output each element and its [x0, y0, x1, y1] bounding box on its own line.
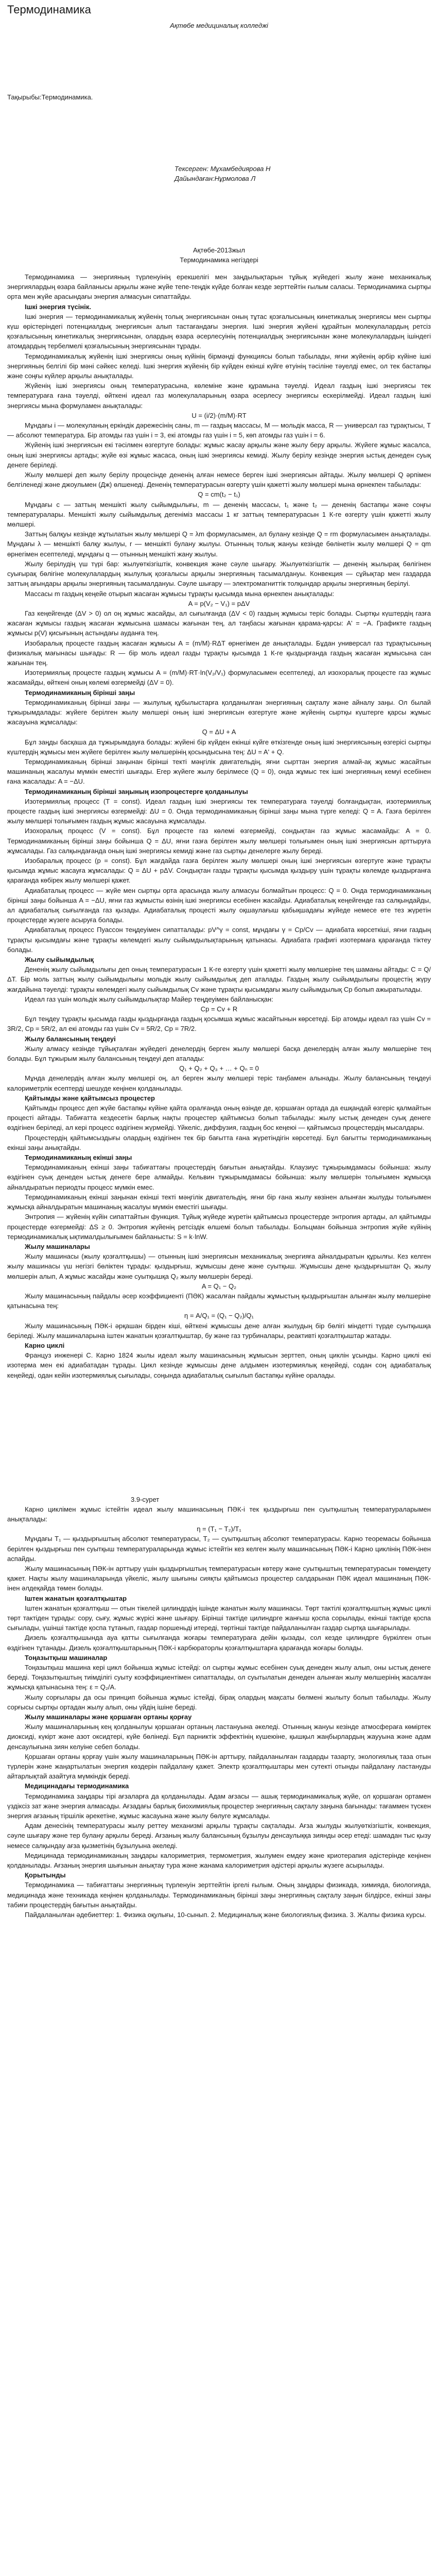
section-heading: Тоңазытқыш машиналар [25, 1653, 108, 1662]
formula: Cp = Cv + R [200, 1005, 238, 1013]
body-paragraph: Идеал газ үшін мольдік жылу сыйымдылықтар Майер теңдеуімен байланысқан: [25, 995, 273, 1003]
body-paragraph: Тоңазытқыш машина кері цикл бойынша жұмыс істейді: ол сыртқы жұмыс есебінен суық денеден жылу алып, оны ыстық денеге береді. Тоңазытқыштың тиімділігі суыту коэффициентімен сипатталады, ол суытылатын денеден алынған жылу мөлшерінің жасалған жұмысқа қатынасына тең: ε = Q₂/A. [7, 1664, 431, 1691]
body-paragraph: Мұнда денелердің алған жылу мөлшері оң, ал берген жылу мөлшері теріс таңбамен алынады. Жылу балансының теңдеуі калориметрлік есептерді шешуде кеңінен қолданылады. [7, 1074, 431, 1092]
body-paragraph: Жылу берілудің үш түрі бар: жылуөткізгіштік, конвекция және сәуле шығару. Жылуөткізгіштік — дененің жылырақ бөлігінен суығырақ бөлігіне молекулалардың жылулық қозғалысы арқылы энергияның тасымалдануы. Конвекция — сұйықтар мен газдарда заттың ағындары арқылы энергияның тасымалдануы. Сәуле шығару — электромагниттік толқындар арқылы энергияның берілуі. [7, 560, 431, 588]
formula: U = (i/2)·(m/M)·RT [191, 411, 247, 419]
body-paragraph: Мұндағы c — заттың меншікті жылу сыйымдылығы, m — дененің массасы, t₁ және t₂ — дененің бастапқы және соңғы температуралары. Меншікті жылу сыйымдылық дегеніміз массасы 1 кг заттың температурасын 1 К-ге өзгерту үшін қажетті жылу мөлшері. [7, 500, 431, 529]
formula: η = A/Q₁ = (Q₁ − Q₂)/Q₁ [184, 1312, 254, 1320]
formula: A = p(V₂ − V₁) = pΔV [188, 599, 250, 607]
body-paragraph: Мұндағы i — молекуланың еркіндік дәрежесінің саны, m — газдың массасы, M — мольдік масса, R — универсал газ тұрақтысы, T — абсолют температура. Бір атомды газ үшін i = 3, екі атомды газ үшін i = 5, көп атомды газ үшін i = 6. [7, 421, 431, 439]
body-paragraph: Жылу сорғылары да осы принцип бойынша жұмыс істейді, бірақ олардың мақсаты бөлмені жылыту болып табылады. Жылу сорғысы сыртқы ортадан жылу алып, оны үйдің ішіне береді. [7, 1693, 431, 1711]
body-paragraph: Бұл заңды басқаша да тұжырымдауға болады: жүйені бір күйден екінші күйге өткізгенде оның ішкі энергиясының өзгерісі сыртқы күштердің жұмысы мен жүйеге берілген жылу мөлшерінің қосындысына тең: ΔU = A' + Q. [7, 738, 431, 756]
section-heading: Термодинамиканың бірінші заңының изопроцестерге қолданылуы [25, 787, 248, 795]
formula: Q = ΔU + A [202, 728, 236, 736]
body-paragraph: Дененің жылу сыйымдылығы деп оның температурасын 1 К-ге өзгерту үшін қажетті жылу мөлшеріне тең шаманы айтады: C = Q/ΔT. Бір моль заттың жылу сыйымдылығы мольдік жылу сыйымдылық деп аталады. Газдың жылу сыйымдылығы процестің жүру жағдайына тәуелді: тұрақты көлемдегі жылу сыйымдылық Cv және тұрақты қысымдағы жылу сыйымдылық Cp болып ажыратылады. [7, 965, 431, 993]
body-paragraph: Термодинамиканың екінші заңынан екінші текті мәңгілік двигательдің, яғни бір ғана жылу көзінен алынған жылуды толығымен жұмысқа айналдыратын машинаның жасалуы мүмкін еместігі шығады. [7, 1193, 431, 1211]
body-paragraph: Изотермиялық процесте газдың жұмысы A = (m/M)·RT·ln(V₂/V₁) формуласымен есептеледі, ал изохоралық процесте газ жұмыс жасамайды, өйткені оның көлемі өзгермейді (ΔV = 0). [7, 669, 431, 687]
body-paragraph: Термодинамикалық жүйенің ішкі энергиясы оның күйінің бірмәнді функциясы болып табылады, яғни жүйенің әрбір күйіне ішкі энергияның белгілі бір мәні сәйкес келеді. Ішкі энергия жүйенің бір күйден екінші күйге өтуінің тәсіліне тәуелді емес, ол тек бастапқы және соңғы күйлер арқылы анықталады. [7, 352, 431, 380]
body-paragraph: Термодинамика — энергияның түрленуінің ерекшелігі мен заңдылықтарын тұйық жүйедегі жылу және механикалық энергиялардың өзара байланысы арқылы және жүйе тепе-теңдік күйде болған кезде зерттейтін ғылым саласы. Термодинамика сыртқы орта мен жүйе арасындағы энергия алмасуын сипаттайды. [7, 273, 431, 301]
formula: Q = cm(t₂ − t₁) [198, 490, 240, 499]
section-heading: Іштен жанатын қозғалтқыштар [25, 1594, 127, 1602]
body-paragraph: Термодинамиканың екінші заңы табиғаттағы процестердің бағытын анықтайды. Клаузиус тұжырымдамасы бойынша: жылу өздігінен суық денеден ыстық денеге бере алмайды. Кельвин тұжырымдамасы бойынша: жылу мөлшерін толығымен жұмысқа айналдыратын периодты процесс мүмкін емес. [7, 1163, 431, 1191]
section-heading: Термодинамиканың екінші заңы [25, 1154, 132, 1162]
document-title: Термодинамика [7, 3, 91, 16]
body-paragraph: Адам денесінің температурасы жылу реттеу механизмі арқылы тұрақты сақталады. Ағза жылуды жылуөткізгіштік, конвекция, сәуле шығару және тер булану арқылы береді. Ағзаның жылу балансының бұзылуы денсаулыққа зиянды әсер етеді: шамадан тыс қызу немесе салқындау ағза қызметінің бұзылуына әкеледі. [7, 1822, 431, 1850]
body-paragraph: Изобаралық процесте газдың жасаған жұмысы A = (m/M)·RΔT өрнегімен де анықталады. Бұдан универсал газ тұрақтысының физикалық мағынасы шығады: R — бір моль идеал газды тұрақты қысымда 1 К-ге қыздырғанда газдың жасаған жұмысына сан жағынан тең. [7, 639, 431, 667]
body-paragraph: Жылу машинасының ПӘК-ін арттыру үшін қыздырғыштың температурасын көтеру және суытқыштың температурасын төмендету қажет. Нақты жылу машиналарында үйкеліс, жылу шығыны сияқты қайтымсыз процестер салдарынан ПӘК идеал машинаның ПӘК-інен әлдеқайда төмен болады. [7, 1564, 431, 1592]
body-paragraph: Жылу машинасының пайдалы әсер коэффициенті (ПӘК) жасалған пайдалы жұмыстың қыздырғыштан алынған жылу мөлшеріне қатынасына тең: [7, 1292, 431, 1310]
reviewer-line: Тексерген: Мұхамбедиярова Н [175, 165, 271, 173]
figure-image [7, 1383, 431, 1492]
document-body [7, 272, 431, 1920]
body-paragraph: Ішкі энергия — термодинамикалық жүйенің толық энергиясынан оның тұтас қозғалысының кинетикалық энергиясы мен сыртқы күш өрістеріндегі потенциалдық энергиясын алып тастағандағы энергия. Ішкі энергия жүйені құрайтын молекулалардың ретсіз қозғалысының кинетикалық энергиясынан, олардың өзара әсерлесуінің потенциалдық энергиясынан және молекулалардың ішіндегі атомдардың тербелмелі қозғалысының энергиясынан тұрады. [7, 312, 431, 350]
body-paragraph: Жүйенің ішкі энергиясы оның температурасына, көлеміне және құрамына тәуелді. Идеал газдың ішкі энергиясы тек температураға ғана тәуелді, өйткені идеал газ молекулаларының өзара әсерлесу энергиясы ескерілмейді. Идеал газдың ішкі энергиясы мына формуламен анықталады: [7, 382, 431, 410]
figure [7, 1383, 431, 1504]
figure-caption: 3.9-сурет [131, 1495, 160, 1503]
formula: Q₁ + Q₂ + Q₃ + … + Qₙ = 0 [179, 1064, 259, 1073]
body-paragraph: Адиабаталық процесс — жүйе мен сыртқы орта арасында жылу алмасуы болмайтын процесс: Q = 0. Онда термодинамиканың бірінші заңы бойынша A = −ΔU, яғни газ жұмысты өзінің ішкі энергиясы есебінен жасайды. Адиабаталық кеңейгенде газ салқындайды, ал адиабаталық сығылғанда газ қызады. Адиабаталық процесті жылу оқшаулағыш қабықшадағы жүйеде немесе өте тез жүретін процестерде жүзеге асыруға болады. [7, 886, 431, 924]
section-heading: Медицинадағы термодинамика [25, 1782, 129, 1790]
body-paragraph: Іштен жанатын қозғалтқыш — отын тікелей цилиндрдің ішінде жанатын жылу машинасы. Төрт тактілі қозғалтқыштың жұмыс циклі төрт тактіден тұрады: сору, сығу, жұмыс жүрісі және шығару. Бірінші тактіде цилиндрге жанғыш қоспа сорылады, екінші тактіде қоспа сығылады, үшінші тактіде қоспа тұтанып, газдар поршеньді итереді, төртінші тактіде пайдаланылған газдар сыртқа шығарылады. [7, 1604, 431, 1632]
body-paragraph: Процестердің қайтымсыздығы олардың өздігінен тек бір бағытта ғана жүретіндігін көрсетеді. Бұл бағытты термодинамиканың екінші заңы анықтайды. [7, 1133, 431, 1151]
body-paragraph: Массасы m газдың кеңейе отырып жасаған жұмысы тұрақты қысымда мына өрнекпен анықталады: [25, 589, 335, 598]
section-heading: Жылу машиналары [25, 1242, 90, 1250]
section-heading: Жылу сыйымдылық [25, 956, 94, 964]
body-paragraph: Изотермиялық процесс (T = const). Идеал газдың ішкі энергиясы тек температураға тәуелді болғандықтан, изотермиялық процесте газдың ішкі энергиясы өзгермейді: ΔU = 0. Онда термодинамиканың бірінші заңы мына түрге келеді: Q = A. Газға берілген жылу мөлшері толығымен газдың жұмыс жасауына жұмсалады. [7, 797, 431, 825]
body-paragraph: Изохоралық процесс (V = const). Бұл процесте газ көлемі өзгермейді, сондықтан газ жұмыс жасамайды: A = 0. Термодинамиканың бірінші заңы бойынша Q = ΔU, яғни газға берілген жылу мөлшері толығымен оның ішкі энергиясын арттыруға жұмсалады. Газ салқындағанда оның ішкі энергиясы кемиді және газ сыртқы денелерге жылу береді. [7, 827, 431, 855]
author-line: Дайындаған:Нұрмолова Л [175, 175, 256, 182]
topic-line: Тақырыбы:Термодинамика. [7, 93, 93, 101]
body-paragraph: Жылу машиналарының кең қолданылуы қоршаған ортаның ластануына әкеледі. Отынның жануы кезінде атмосфераға көміртек диоксиді, күкірт және азот оксидтері, күйе бөлінеді. Бұл парниктік эффектінің күшеюіне, қышқыл жаңбырлардың жаууына және адам денсаулығына зиян келуіне себеп болады. [7, 1723, 431, 1751]
section-heading: Жылу машиналары және қоршаған ортаны қорғау [25, 1713, 192, 1721]
formula: A = Q₁ − Q₂ [201, 1282, 237, 1290]
body-paragraph: Жүйенің ішкі энергиясын екі тәсілмен өзгертуге болады: жұмыс жасау арқылы және жылу беру арқылы. Жүйеге жұмыс жасалса, оның ішкі энергиясы артады; жүйе өзі жұмыс жасаса, оның ішкі энергиясы кемиді. Жылу берілу кезінде энергия ыстық денеден суық денеге беріледі. [7, 441, 431, 469]
section-heading: Термодинамиканың бірінші заңы [25, 688, 135, 697]
body-paragraph: Жылу алмасу кезінде тұйықталған жүйедегі денелердің берген жылу мөлшері басқа денелердің алған жылу мөлшеріне тең болады. Бұл тұжырым жылу балансының теңдеуі деп аталады: [7, 1044, 431, 1063]
body-paragraph: Бұл теңдеу тұрақты қысымда газды қыздырғанда газдың қосымша жұмыс жасайтынын көрсетеді. Бір атомды идеал газ үшін Cv = 3R/2, Cp = 5R/2, ал екі атомды газ үшін Cv = 5R/2, Cp = 7R/2. [7, 1015, 431, 1033]
body-paragraph: Термодинамика — табиғаттағы энергияның түрленуін зерттейтін іргелі ғылым. Оның заңдары физикада, химияда, биологияда, медицинада және техникада кеңінен қолданылады. Термодинамиканың бірінші заңы энергияның сақталу заңын білдірсе, екінші заңы табиғи процестердің бағытын анықтайды. [7, 1881, 431, 1909]
body-paragraph: Энтропия — жүйенің күйін сипаттайтын функция. Тұйық жүйеде жүретін қайтымсыз процестерде энтропия артады, ал қайтымды процестерде өзгермейді: ΔS ≥ 0. Энтропия жүйенің ретсіздік өлшемі болып табылады. Больцман бойынша энтропия жүйе күйінің термодинамикалық ықтималдылығымен байланысты: S = k·lnW. [7, 1213, 431, 1241]
section-heading: Жылу балансының теңдеуі [25, 1035, 116, 1043]
author-block [175, 164, 431, 183]
body-paragraph: Заттың балқуы кезінде жұтылатын жылу мөлшері Q = λm формуласымен, ал булану кезінде Q = rm формуласымен анықталады. Мұндағы λ — меншікті балқу жылуы, r — меншікті булану жылуы. Отынның толық жануы кезінде бөлінетін жылу мөлшері Q = qm өрнегімен есептеледі, мұндағы q — отынның меншікті жану жылуы. [7, 530, 431, 558]
body-paragraph: Карно циклімен жұмыс істейтін идеал жылу машинасының ПӘК-і тек қыздырғыш пен суытқыштың температураларымен анықталады: [7, 1505, 431, 1523]
section-heading: Ішкі энергия түсінік. [25, 302, 92, 311]
body-paragraph: Жылу мөлшері деп жылу берілу процесінде дененің алған немесе берген ішкі энергиясын айтады. Жылу мөлшері Q әрпімен белгіленеді және джоульмен (Дж) өлшенеді. Дененің температурасын өзгерту үшін қажетті жылу мөлшері мына өрнекпен табылады: [7, 471, 431, 489]
body-paragraph: Адиабаталық процесс Пуассон теңдеуімен сипатталады: pV^γ = const, мұндағы γ = Cp/Cv — адиабата көрсеткіші, яғни газдың тұрақты қысымдағы және тұрақты көлемдегі жылу сыйымдылықтарының қатынасы. Адиабата графигі изотермаға қарағанда тіктеу болады. [7, 926, 431, 954]
document-date: Ақтөбе-2013жыл [193, 246, 245, 254]
body-paragraph: Термодинамиканың бірінші заңы — жылулық құбылыстарға қолданылған энергияның сақталу және айналу заңы. Ол былай тұжырымдалады: жүйеге берілген жылу мөлшері оның ішкі энергиясын өзгертуге және жүйенің сыртқы күштерге қарсы жұмыс жасауына жұмсалады: [7, 698, 431, 726]
section-heading-main: Термодинамика негіздері [180, 256, 258, 264]
section-heading: Карно циклі [25, 1341, 65, 1349]
body-paragraph: Термодинамика заңдары тірі ағзаларға да қолданылады. Адам ағзасы — ашық термодинамикалық жүйе, ол қоршаған ортамен үздіксіз зат және энергия алмасады. Ағзадағы барлық биохимиялық процестер энергияның сақталу заңына бағынады: тағаммен түскен энергия ағзаның тіршілік әрекетіне, жұмыс жасауына және жылу бөлуге жұмсалады. [7, 1792, 431, 1820]
college-name: Ақтөбе медициналық колледжі [170, 22, 268, 29]
body-paragraph: Мұндағы T₁ — қыздырғыштың абсолют температурасы, T₂ — суытқыштың абсолют температурасы. Карно теоремасы бойынша берілген қыздырғыш пен суытқыш температураларында жұмыс істейтін кез келген жылу машинасының ПӘК-і Карно циклінің ПӘК-інен аспайды. [7, 1535, 431, 1563]
body-paragraph: Термодинамиканың бірінші заңынан бірінші текті мәңгілік двигательдің, яғни сырттан энергия алмай-ақ жұмыс жасайтын машинаның жасалуы мүмкін еместігі шығады. Егер жүйеге жылу берілмесе (Q = 0), онда жұмыс тек ішкі энергияның кемуі есебінен ғана жасалады: A = −ΔU. [7, 757, 431, 786]
body-paragraph: Жылу машинасының ПӘК-і әрқашан бірден кіші, өйткені жұмысшы дене алған жылудың бір бөлігі міндетті түрде суытқышқа беріледі. Жылу машиналарына іштен жанатын қозғалтқыштар, бу және газ турбиналары, реактивті қозғалтқыштар жатады. [7, 1321, 431, 1340]
body-paragraph: Қоршаған ортаны қорғау үшін жылу машиналарының ПӘК-ін арттыру, пайдаланылған газдарды тазарту, экологиялық таза отын түрлерін және жаңартылатын энергия көздерін пайдалану қажет. Электр қозғалтқыштары мен сутекті отынды пайдалану ластануды айтарлықтай азайтуға мүмкіндік береді. [7, 1752, 431, 1781]
body-paragraph: Медицинада термодинамиканың заңдары калориметрия, термометрия, жылумен емдеу және криотерапия әдістерінде кеңінен қолданылады. Ағзаның энергия шығынын анықтау тура және жанама калориметрия әдістері арқылы жүзеге асырылады. [7, 1851, 431, 1870]
section-heading: Қорытынды [25, 1871, 66, 1879]
body-paragraph: Қайтымды процесс деп жүйе бастапқы күйіне қайта оралғанда оның өзінде де, қоршаған ортада да ешқандай өзгеріс қалмайтын процесті айтады. Табиғатта кездесетін барлық нақты процестер қайтымсыз болып табылады: жылу ыстық денеден суық денеге өздігінен беріледі, ал кері процесс өздігінен жүрмейді. Үйкеліс, диффузия, газдың бос кеңеюі — қайтымсыз процестердің мысалдары. [7, 1104, 431, 1132]
body-paragraph: Газ кеңейгенде (ΔV > 0) ол оң жұмыс жасайды, ал сығылғанда (ΔV < 0) газдың жұмысы теріс болады. Сыртқы күштердің газға жасаған жұмысы газдың жасаған жұмысына шамасы жағынан тең, ал таңбасы жағынан қарама-қарсы: A' = −A. Графикте газдың жұмысы p(V) қисығының астындағы ауданға тең. [7, 609, 431, 637]
section-heading: Қайтымды және қайтымсыз процестер [25, 1094, 155, 1102]
body-paragraph: Пайдаланылған әдебиеттер: 1. Физика оқулығы, 10-сынып. 2. Медициналық және биологиялық физика. 3. Жалпы физика курсы. [25, 1911, 426, 1919]
body-paragraph: Изобаралық процесс (p = const). Бұл жағдайда газға берілген жылу мөлшері оның ішкі энергиясын өзгертуге және тұрақты қысымда жұмыс жасауға жұмсалады: Q = ΔU + pΔV. Сондықтан газды тұрақты қысымда қыздыру үшін тұрақты көлемде қыздырғанға қарағанда көбірек жылу мөлшері қажет. [7, 856, 431, 885]
body-paragraph: Жылу машинасы (жылу қозғалтқышы) — отынның ішкі энергиясын механикалық энергияға айналдыратын құрылғы. Кез келген жылу машинасы үш негізгі бөліктен тұрады: қыздырғыш, жұмысшы дене және суытқыш. Жұмысшы дене қыздырғыштан Q₁ жылу мөлшерін алып, A жұмыс жасайды және суытқышқа Q₂ жылу мөлшерін береді. [7, 1252, 431, 1280]
formula: η = (T₁ − T₂)/T₁ [197, 1525, 241, 1533]
body-paragraph: Дизель қозғалтқышында ауа қатты сығылғанда жоғары температураға дейін қызады, сол кезде цилиндрге бүркілген отын өздігінен тұтанады. Дизель қозғалтқыштарының ПӘК-і карбюраторлы қозғалтқыштарға қарағанда жоғары болады. [7, 1634, 431, 1652]
body-paragraph: Француз инженері С. Карно 1824 жылы идеал жылу машинасының жұмысын зерттеп, оның циклін ұсынды. Карно циклі екі изотерма мен екі адиабатадан тұрады. Цикл кезінде жұмысшы дене алдымен изотермиялық кеңейеді, содан соң адиабаталық кеңейеді, одан кейін изотермиялық сығылады, соңында адиабаталық сығылып бастапқы күйіне оралады. [7, 1351, 431, 1379]
